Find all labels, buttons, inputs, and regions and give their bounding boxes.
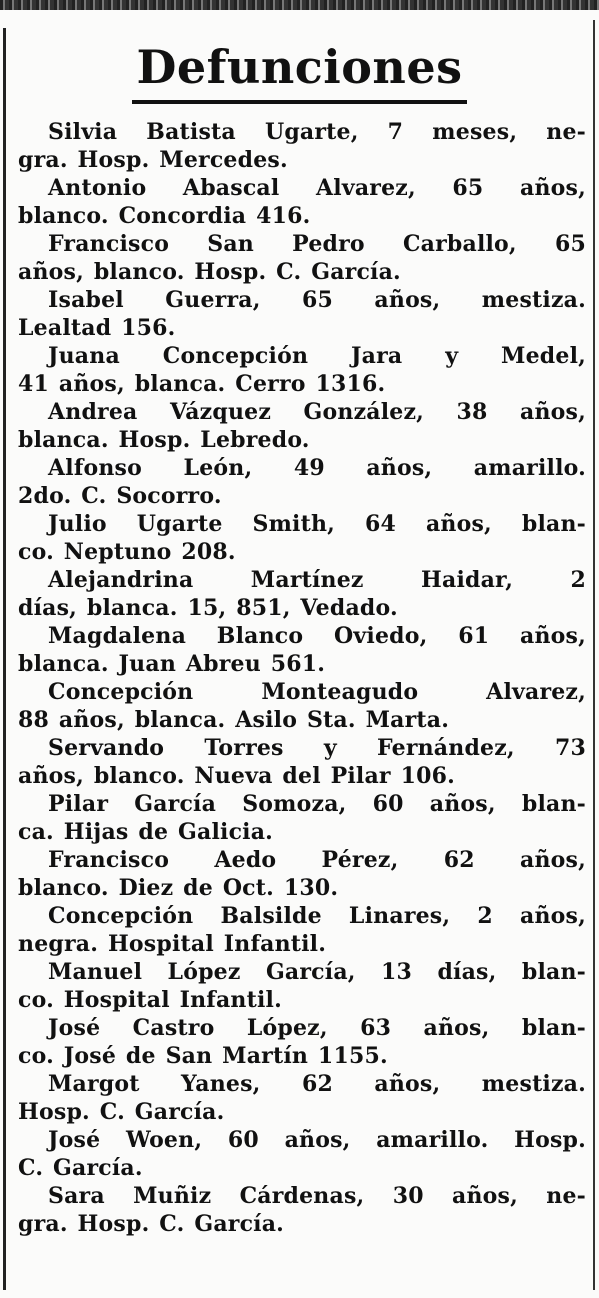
notice-line-1: Silvia Batista Ugarte, 7 meses, ne-	[48, 119, 586, 145]
notice-line-1: José Woen, 60 años, amarillo. Hosp.	[48, 1127, 586, 1153]
notice-line-1: Antonio Abascal Alvarez, 65 años,	[48, 175, 586, 201]
death-notice	[18, 734, 586, 790]
notice-line-1: Francisco Aedo Pérez, 62 años,	[48, 847, 586, 873]
notice-line-2: gra. Hosp. C. García.	[18, 1211, 285, 1237]
notice-line-2: negra. Hospital Infantil.	[18, 931, 327, 957]
notice-line-2: gra. Hosp. Mercedes.	[18, 147, 288, 173]
notice-line-2: años, blanco. Hosp. C. García.	[18, 259, 401, 285]
notice-line-1: Concepción Monteagudo Alvarez,	[48, 679, 586, 705]
notice-line-2: blanca. Hosp. Lebredo.	[18, 427, 310, 453]
death-notice	[18, 566, 586, 622]
death-notice	[18, 118, 586, 174]
notice-line-2: C. García.	[18, 1155, 143, 1181]
notice-line-1: Manuel López García, 13 días, blan-	[48, 959, 586, 985]
death-notice	[18, 1070, 586, 1126]
notice-line-1: Servando Torres y Fernández, 73	[48, 735, 586, 761]
section-title: Defunciones	[132, 38, 466, 104]
notice-line-2: 88 años, blanca. Asilo Sta. Marta.	[18, 707, 450, 733]
notice-line-1: Alfonso León, 49 años, amarillo.	[48, 455, 586, 481]
right-border-rule	[593, 20, 595, 1290]
death-notice	[18, 1182, 586, 1238]
notice-line-1: Margot Yanes, 62 años, mestiza.	[48, 1071, 586, 1097]
death-notice	[18, 1014, 586, 1070]
notice-line-2: blanca. Juan Abreu 561.	[18, 651, 326, 677]
notice-line-1: Isabel Guerra, 65 años, mestiza.	[48, 287, 586, 313]
death-notice	[18, 846, 586, 902]
notice-line-2: co. Neptuno 208.	[18, 539, 236, 565]
death-notice	[18, 790, 586, 846]
notice-line-1: Sara Muñiz Cárdenas, 30 años, ne-	[48, 1183, 586, 1209]
top-border-rule	[0, 0, 599, 10]
notice-line-2: Lealtad 156.	[18, 315, 176, 341]
notice-line-2: años, blanco. Nueva del Pilar 106.	[18, 763, 455, 789]
death-notice	[18, 286, 586, 342]
notice-line-2: días, blanca. 15, 851, Vedado.	[18, 595, 398, 621]
death-notice	[18, 230, 586, 286]
death-notice	[18, 1126, 586, 1182]
death-notice	[18, 958, 586, 1014]
notice-line-1: Magdalena Blanco Oviedo, 61 años,	[48, 623, 586, 649]
death-notice	[18, 398, 586, 454]
death-notice	[18, 902, 586, 958]
notice-line-1: Alejandrina Martínez Haidar, 2	[48, 567, 586, 593]
death-notice	[18, 174, 586, 230]
death-notice	[18, 510, 586, 566]
notice-line-2: Hosp. C. García.	[18, 1099, 225, 1125]
heading-block	[0, 38, 599, 104]
death-notices-list	[18, 118, 586, 1238]
notice-line-1: Pilar García Somoza, 60 años, blan-	[48, 791, 586, 817]
notice-line-1: Andrea Vázquez González, 38 años,	[48, 399, 586, 425]
notice-line-2: ca. Hijas de Galicia.	[18, 819, 274, 845]
death-notice	[18, 622, 586, 678]
left-border-rule	[3, 28, 6, 1290]
notice-line-2: 41 años, blanca. Cerro 1316.	[18, 371, 386, 397]
notice-line-2: blanco. Diez de Oct. 130.	[18, 875, 339, 901]
death-notice	[18, 454, 586, 510]
notice-line-1: Julio Ugarte Smith, 64 años, blan-	[48, 511, 586, 537]
notice-line-2: 2do. C. Socorro.	[18, 483, 222, 509]
death-notice	[18, 342, 586, 398]
notice-line-2: co. Hospital Infantil.	[18, 987, 282, 1013]
notice-line-1: Concepción Balsilde Linares, 2 años,	[48, 903, 586, 929]
notice-line-1: Francisco San Pedro Carballo, 65	[48, 231, 586, 257]
notice-line-1: José Castro López, 63 años, blan-	[48, 1015, 586, 1041]
notice-line-1: Juana Concepción Jara y Medel,	[48, 343, 586, 369]
notice-line-2: co. José de San Martín 1155.	[18, 1043, 388, 1069]
notice-line-2: blanco. Concordia 416.	[18, 203, 311, 229]
death-notice	[18, 678, 586, 734]
